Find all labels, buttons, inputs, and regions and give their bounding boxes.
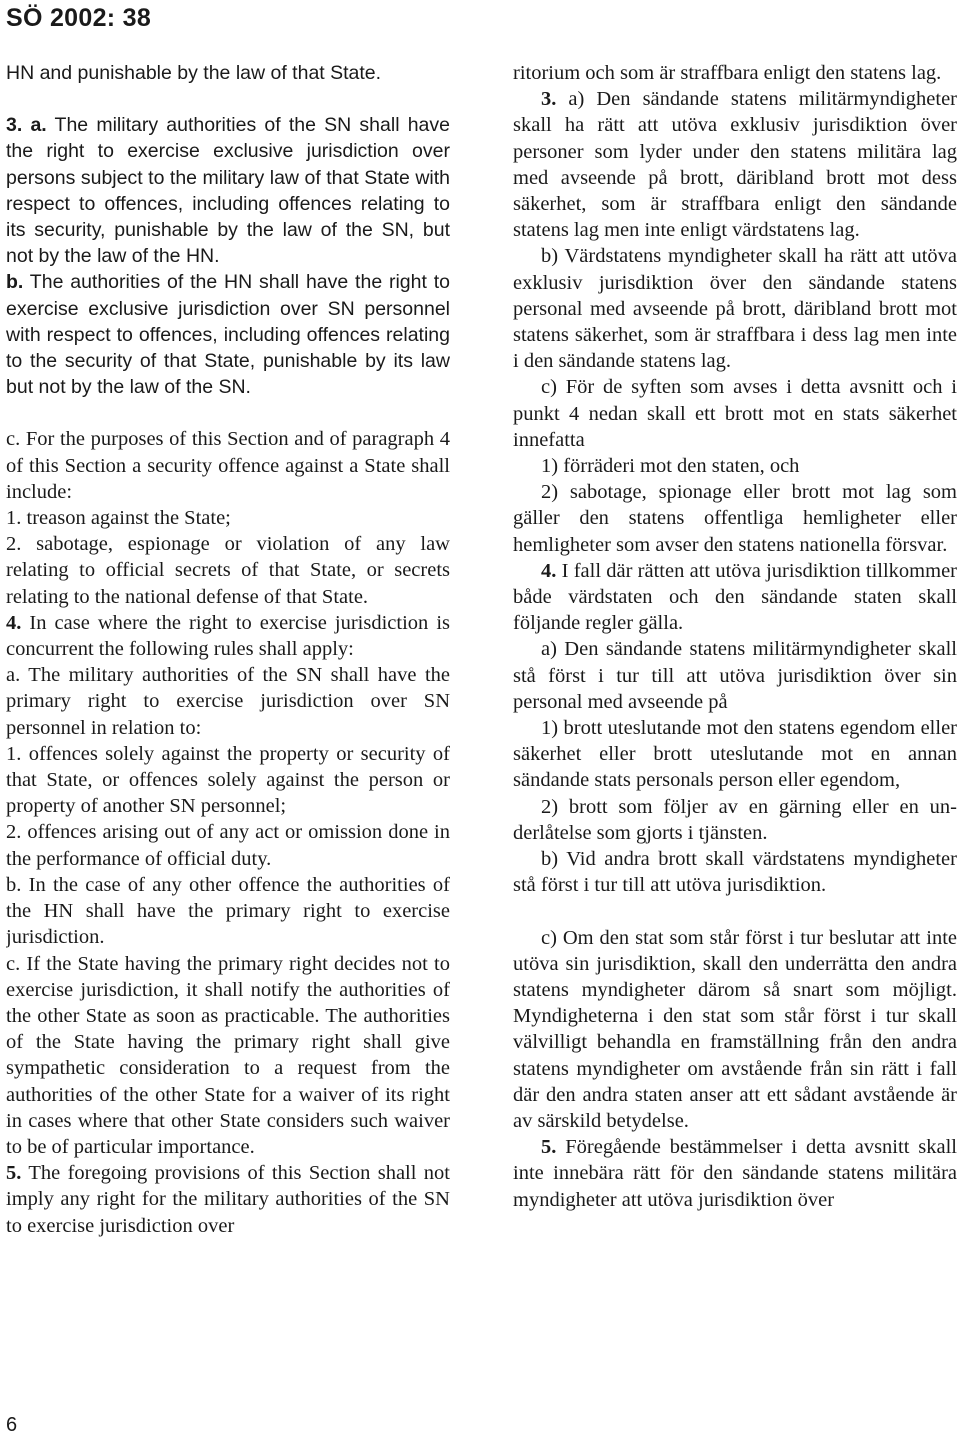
section-5 [6, 1160, 450, 1239]
list-item: 2. sabotage, espionage or violation of any law relating to official secrets of that State, or secrets relating to the national defense of that State. [6, 533, 450, 608]
list-item: 1. offences solely against the property or security of that State, or offences solely against the person or property of another SN personnel; [6, 742, 450, 818]
paragraph-text: The foregoing provisions of this Section shall not imply any right for the military authorities of the SN to exercise jurisdiction over [6, 1162, 450, 1237]
swedish-column [513, 60, 957, 1380]
section-number: 4. [6, 611, 22, 634]
list-item: 1) förräderi mot den staten, och [541, 455, 800, 478]
section-3c: c. For the purposes of this Section and of paragraph 4 of this Section a security offence against a State shall include: [6, 428, 450, 503]
page-number: 6 [6, 1414, 18, 1436]
section-3b: b) Värdstatens myndigheter skall ha rätt att utöva exklusiv jurisdiktion över den sändande statens personal med avseende på brott, däribland brott mot statens säkerhet, som är straffbara i dess lag men inte i den sändande statens lag. [513, 245, 957, 373]
paragraph-text: Föregående bestämmelser i detta avsnitt skall inte innebära rätt för den sändande statens militära myndigheter att utöva jurisdiktion över [513, 1136, 957, 1211]
document-header: SÖ 2002: 38 [6, 4, 152, 32]
paragraph-text: The authorities of the HN shall have the right to exercise exclusive jurisdiction over SN personnel with respect to offences, including offences relating to the security of that State, punishable by its law but not by the law of the SN. [6, 271, 450, 399]
section-4c: c) Om den stat som står först i tur beslutar att inte utöva sin jurisdiktion, skall den underrätta den andra statens myndigheter därom så snart som möjligt. Myndigheterna i den stat som står först i tur skall välvilligt behandla en framställning från den andra statens myndigheter om avstående från sin rätt i fall där den andra staten anser att ett sådant avstående är av särskild betydelse. [513, 926, 957, 1132]
section-3c: c) För de syften som avses i detta avsnitt och i punkt 4 nedan skall ett brott mot en stats säkerhet innefatta [513, 376, 957, 451]
section-3b [6, 269, 450, 400]
section-4c: c. If the State having the primary right decides not to exercise jurisdiction, it shall notify the authorities of the other State as soon as practicable. The authorities of the State having the primary right shall give sympathetic consideration to a request from the authorities of the other State for a waiver of its right in cases where that other State considers such waiver to be of particular importance. [6, 952, 450, 1158]
section-number: 3. [541, 88, 557, 111]
section-5 [513, 1134, 957, 1213]
section-number: 5. [541, 1136, 557, 1159]
paragraph-text: The military authorities of the SN shall have the right to exercise exclusive jurisdiction over persons subject to the military law of that State with respect to offences, including offences relating to its security, punishable by the law of the SN, but not by the law of the HN. [6, 114, 450, 268]
section-4a: a) Den sändande statens militärmyndigheter skall stå först i tur till att utöva jurisdiktion över sin personal med avseende på [513, 638, 957, 713]
list-item: 2. offences arising out of any act or omission done in the performance of official duty. [6, 821, 450, 870]
section-number: 5. [6, 1162, 22, 1185]
paragraph-text: I fall där rätten att utöva jurisdiktion tillkommer både värdstaten och den sändande staten skall följande regler gälla. [513, 559, 957, 635]
section-4 [6, 610, 450, 662]
paragraph: HN and punishable by the law of that State. [6, 62, 382, 84]
list-item: 2) brott som följer av en gärning eller en underlåtelse som gjorts i tjänsten. [513, 795, 957, 844]
section-number: b. [6, 271, 24, 294]
section-4a: a. The military authorities of the SN shall have the primary right to exercise jurisdiction over SN personnel in relation to: [6, 664, 450, 739]
section-4b: b) Vid andra brott skall värdstatens myndigheter stå först i tur till att utöva jurisdiktion. [513, 848, 957, 897]
list-item: 1. treason against the State; [6, 507, 231, 530]
paragraph: ritorium och som är straffbara enligt den statens lag. [513, 62, 942, 84]
section-3a [513, 86, 957, 243]
list-item: 2) sabotage, spionage eller brott mot lag som gäller den statens offentliga hemligheter eller hemligheter som avser den statens nationella försvar. [513, 481, 957, 556]
list-item: 1) brott uteslutande mot den statens egendom eller säkerhet eller brott uteslutande mot en annan sändande stats personals person eller egendom, [513, 717, 957, 792]
section-number: 3. a. [6, 114, 47, 137]
paragraph-text: a) Den sändande statens militärmyndigheter skall ha rätt att utöva exklusiv jurisdiktion över personer som lyder under den statens militära lag med avseende på brott, däribland brott mot dess säkerhet, som är straffbara enligt den sändande statens lag men inte enligt värdstatens lag. [513, 88, 957, 242]
section-4 [513, 558, 957, 637]
section-3a [6, 112, 450, 269]
paragraph-text: In case where the right to exercise jurisdiction is concurrent the following rules shall apply: [6, 611, 450, 661]
section-4b: b. In the case of any other offence the authorities of the HN shall have the primary right to exercise jurisdiction. [6, 873, 450, 949]
english-column [6, 60, 450, 1380]
section-number: 4. [541, 559, 557, 582]
